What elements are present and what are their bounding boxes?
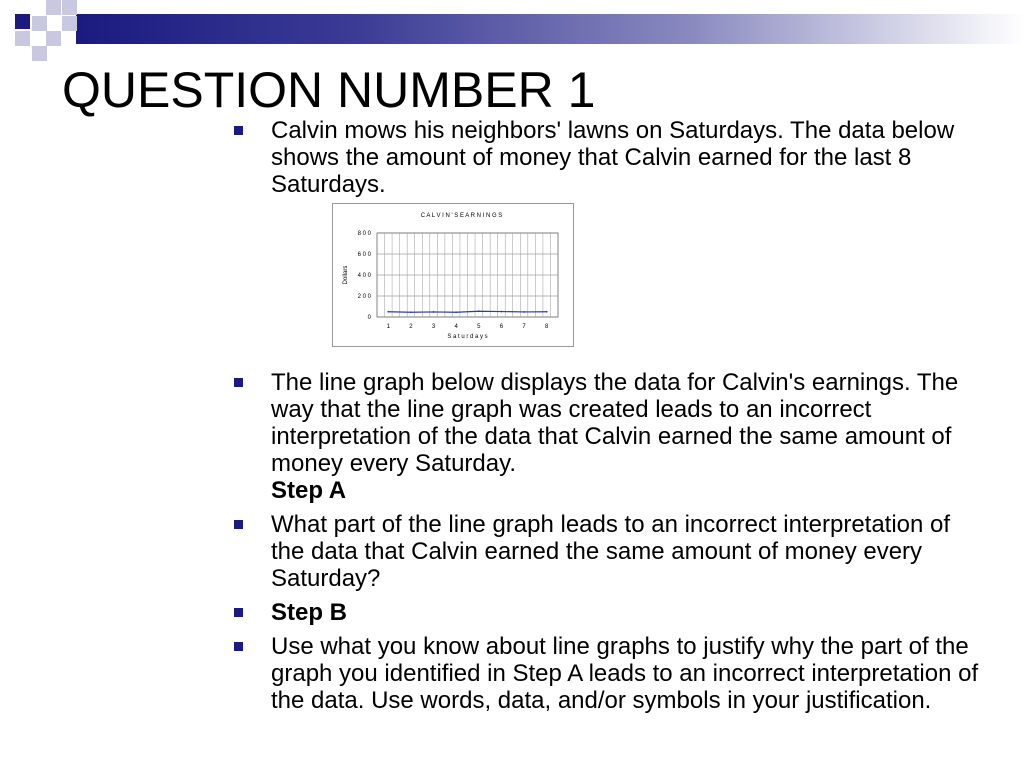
x-tick-label: 4: [454, 324, 458, 330]
deco-square: [32, 46, 47, 61]
page-title: QUESTION NUMBER 1: [62, 62, 596, 118]
bullet-text: What part of the line graph leads to an incorrect interpretation of the data that Calvin earned the same amount of money every Saturday?: [271, 511, 951, 592]
y-tick-label: 0: [367, 315, 371, 321]
data-point: [523, 311, 525, 313]
deco-square: [62, 16, 77, 31]
deco-square: [15, 31, 30, 46]
deco-square: [62, 0, 77, 15]
y-tick-label: 4 0 0: [357, 273, 371, 279]
y-tick-label: 8 0 0: [357, 231, 371, 237]
data-point: [410, 311, 412, 313]
square-bullet-icon: [234, 520, 243, 529]
chart-title: C A L V I N ' S E A R N I N G S: [420, 213, 503, 219]
x-tick-label: 3: [431, 324, 436, 330]
data-point: [455, 311, 457, 313]
x-axis-label: S a t u r d a y s: [447, 334, 488, 340]
step-a-label: Step A: [271, 477, 347, 504]
x-tick-label: 2: [409, 324, 413, 330]
y-tick-label: 6 0 0: [357, 252, 371, 258]
square-bullet-icon: [234, 642, 243, 651]
step-b-label: Step B: [271, 599, 348, 626]
x-tick-label: 8: [545, 324, 549, 330]
y-axis-label: Dollars: [343, 265, 349, 285]
bullet-text: [271, 369, 986, 504]
header-gradient-bar: [76, 14, 1024, 44]
data-point: [546, 311, 548, 313]
deco-square: [46, 31, 61, 46]
data-point: [501, 311, 503, 313]
bullet-text: [271, 599, 986, 626]
x-tick-label: 1: [386, 324, 390, 330]
data-point: [387, 311, 389, 313]
earnings-chart: [332, 203, 574, 347]
deco-square: [32, 16, 47, 31]
deco-square: [15, 14, 30, 29]
title-decoration: [0, 0, 1024, 62]
square-bullet-icon: [234, 608, 243, 617]
bullet-text: Calvin mows his neighbors' lawns on Saturdays. The data below shows the amount of money that Calvin earned for the last 8 Saturdays.: [271, 117, 955, 198]
bullet-body: The line graph below displays the data for Calvin's earnings. The way that the line graph was created leads to an incorrect interpretation of the data that Calvin earned the same amount of money every Saturday.: [271, 369, 959, 477]
deco-square: [46, 0, 61, 15]
square-bullet-icon: [234, 378, 243, 387]
x-tick-label: 5: [477, 324, 481, 330]
bullet-text: Use what you know about line graphs to justify why the part of the graph you identified in Step A leads to an incorrect interpretation of the data. Use words, data, and/or symbols in your justification.: [271, 633, 979, 714]
square-bullet-icon: [234, 126, 243, 135]
data-point: [433, 311, 435, 313]
x-tick-label: 6: [499, 324, 504, 330]
y-tick-label: 2 0 0: [357, 294, 371, 300]
data-point: [478, 310, 480, 312]
chart-svg: [333, 204, 573, 346]
x-tick-label: 7: [522, 324, 526, 330]
